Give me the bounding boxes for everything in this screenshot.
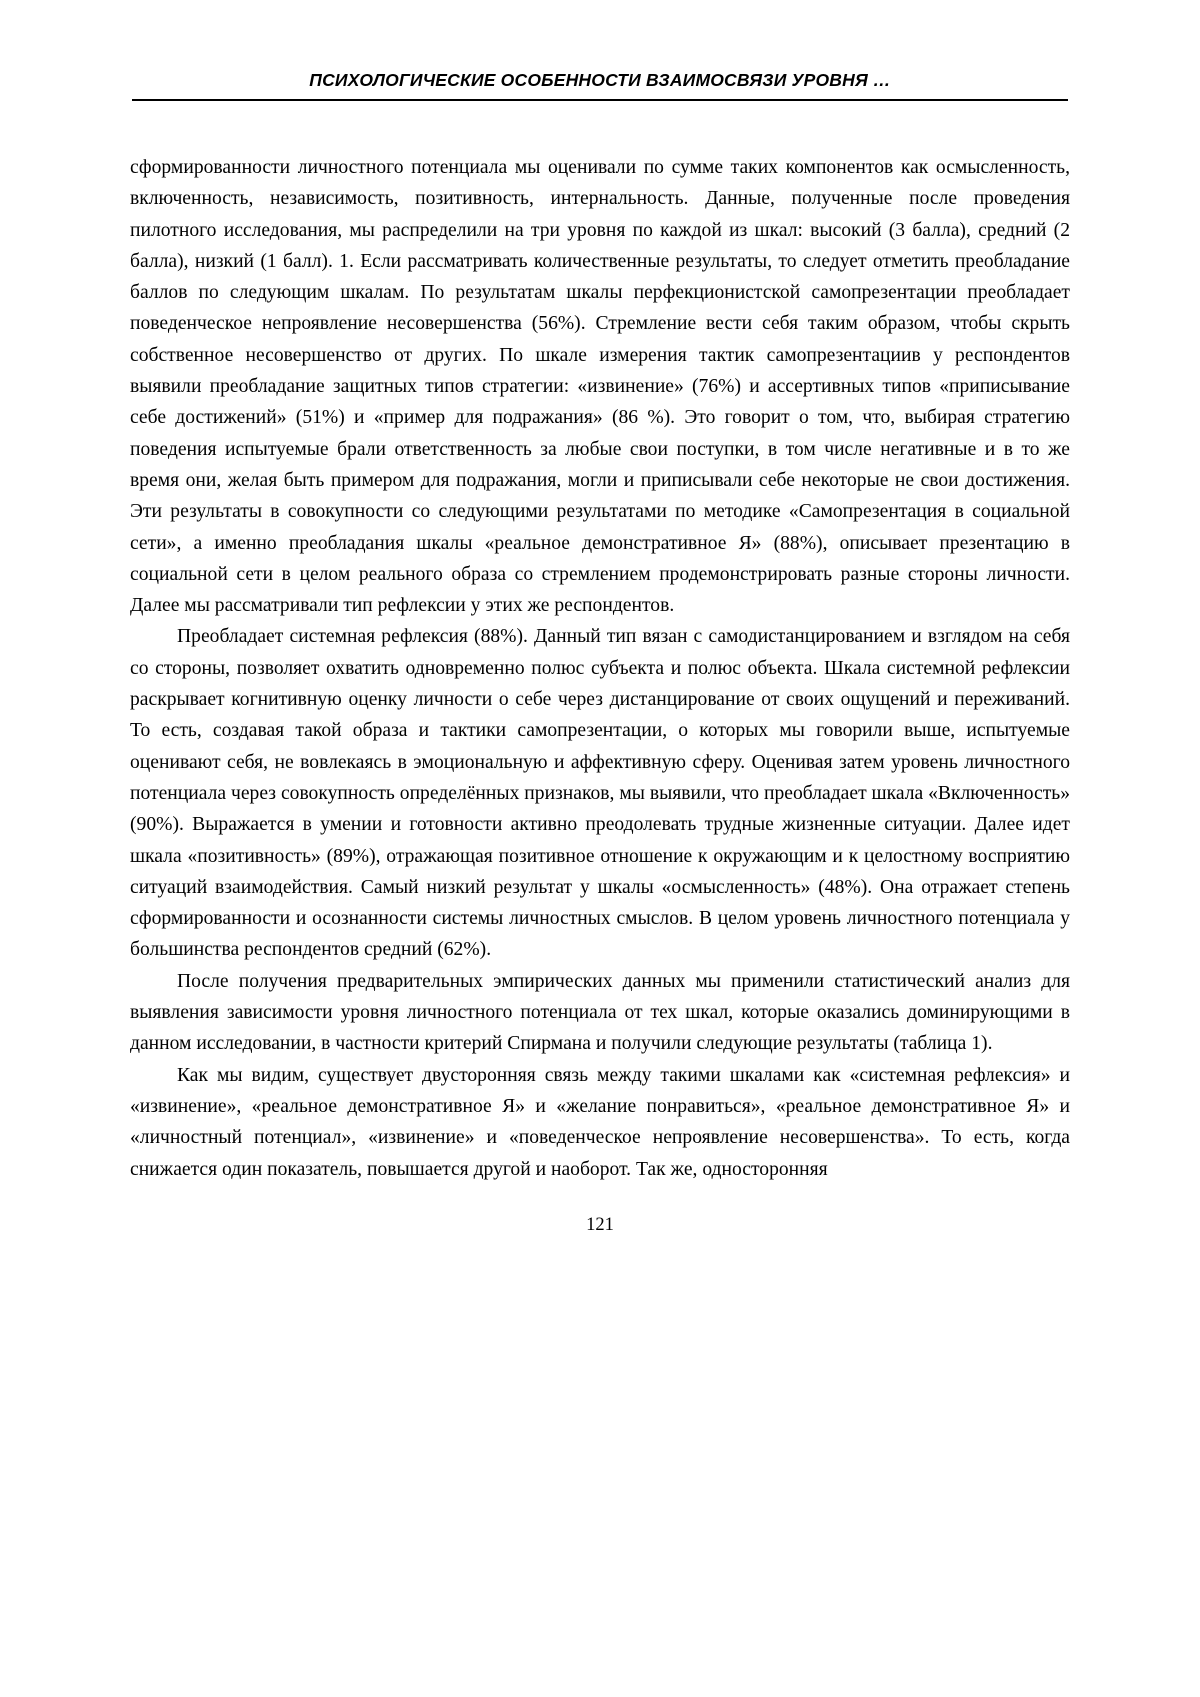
page-number: 121 xyxy=(586,1215,614,1235)
paragraph-1: сформированности личностного потенциала мы оценивали по сумме таких компонентов как осмысленность, включенность, независимость, позитивность, интернальность. Данные, полученные после проведения пилотного исследования, мы распределили на три уровня по каждой из шкал: высокий (3 балла), средний (2 балла), низкий (1 балл). 1. Если рассматривать количественные результаты, то следует отметить преобладание баллов по следующим шкалам. По результатам шкалы перфекционистской самопрезентации преобладает поведенческое непроявление несовершенства (56%). Стремление вести себя таким образом, чтобы скрыть собственное несовершенство от других. По шкале измерения тактик самопрезентациив у респондентов выявили преобладание защитных типов стратегии: «извинение» (76%) и ассертивных типов «приписывание себе достижений» (51%) и «пример для подражания» (86 %). Это говорит о том, что, выбирая стратегию поведения испытуемые брали ответственность за любые свои поступки, в том числе негативные и в то же время они, желая быть примером для подражания, могли и приписывали себе некоторые не свои достижения. Эти результаты в совокупности со следующими результатами по методике «Самопрезентация в социальной сети», а именно преобладания шкалы «реальное демонстративное Я» (88%), описывает презентацию в социальной сети в целом реального образа со стремлением продемонстрировать разные стороны личности. Далее мы рассматривали тип рефлексии у этих же респондентов. xyxy=(130,157,1070,617)
header-divider xyxy=(132,99,1068,101)
paragraph-3: После получения предварительных эмпирических данных мы применили статистический анализ для выявления зависимости уровня личностного потенциала от тех шкал, которые оказались доминирующими в данном исследовании, в частности критерий Спирмана и получили следующие результаты (таблица 1). xyxy=(130,970,1070,1055)
running-head: ПСИХОЛОГИЧЕСКИЕ ОСОБЕННОСТИ ВЗАИМОСВЯЗИ УРОВНЯ … xyxy=(309,70,891,90)
body-text xyxy=(130,152,1070,1185)
paragraph-2: Преобладает системная рефлексия (88%). Данный тип вязан с самодистанцированием и взглядом на себя со стороны, позволяет охватить одновременно полюс субъекта и полюс объекта. Шкала системной рефлексии раскрывает когнитивную оценку личности о себе через дистанцирование от своих ощущений и переживаний. То есть, создавая такой образа и тактики самопрезентации, о которых мы говорили выше, испытуемые оценивают себя, не вовлекаясь в эмоциональную и аффективную сферу. Оценивая затем уровень личностного потенциала через совокупность определённых признаков, мы выявили, что преобладает шкала «Включенность» (90%). Выражается в умении и готовности активно преодолевать трудные жизненные ситуации. Далее идет шкала «позитивность» (89%), отражающая позитивное отношение к окружающим и к целостному восприятию ситуаций взаимодействия. Самый низкий результат у шкалы «осмысленность» (48%). Она отражает степень сформированности и осознанности системы личностных смыслов. В целом уровень личностного потенциала у большинства респондентов средний (62%). xyxy=(130,626,1070,961)
paragraph-4: Как мы видим, существует двусторонняя связь между такими шкалами как «системная рефлексия» и «извинение», «реальное демонстративное Я» и «желание понравиться», «реальное демонстративное Я» и «личностный потенциал», «извинение» и «поведенческое непроявление несовершенства». То есть, когда снижается один показатель, повышается другой и наоборот. Так же, односторонняя xyxy=(130,1064,1070,1180)
